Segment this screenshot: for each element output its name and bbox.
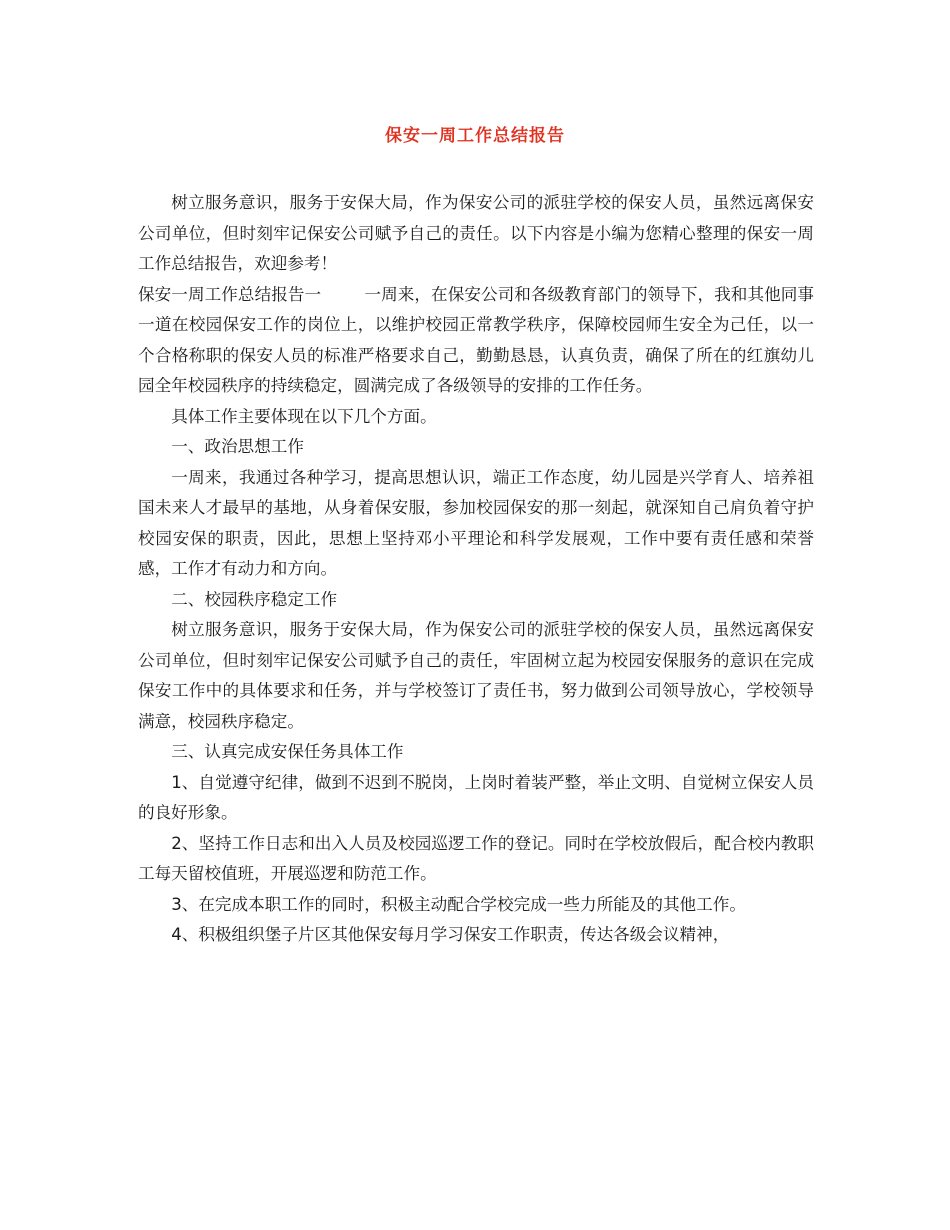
list-item-4: 4、积极组织堡子片区其他保安每月学习保安工作职责，传达各级会议精神， bbox=[171, 925, 730, 944]
paragraph-intro: 树立服务意识，服务于安保大局，作为保安公司的派驻学校的保安人员，虽然远离保安公司单位，但时刻牢记保安公司赋予自己的责任。以下内容是小编为您精心整理的保安一周工作总结报告，欢迎参考！ bbox=[138, 193, 814, 273]
list-item-2: 2、坚持工作日志和出入人员及校园巡逻工作的登记。同时在学校放假后，配合校内教职工每天留校值班，开展巡逻和防范工作。 bbox=[138, 833, 814, 883]
document-title: 保安一周工作总结报告 bbox=[385, 126, 565, 146]
section-heading-security-tasks: 三、认真完成安保任务具体工作 bbox=[171, 742, 404, 761]
section-heading-report-one: 保安一周工作总结报告一 bbox=[138, 284, 322, 304]
paragraph-political: 一周来，我通过各种学习，提高思想认识，端正工作态度，幼儿园是兴学育人、培养祖国未来人才最早的基地，从身着保安服，参加校园保安的那一刻起，就深知自己肩负着守护校园安保的职责，因此，思想上坚持邓小平理论和科学发展观，工作中要有责任感和荣誉感，工作才有动力和方向。 bbox=[138, 467, 814, 578]
paragraph-report-one bbox=[138, 280, 814, 402]
section-heading-campus-order: 二、校园秩序稳定工作 bbox=[171, 589, 338, 609]
document-body bbox=[138, 188, 814, 951]
list-item-1: 1、自觉遵守纪律，做到不迟到不脱岗，上岗时着装严整，举止文明、自觉树立保安人员的良好形象。 bbox=[138, 772, 814, 822]
section-heading-political: 一、政治思想工作 bbox=[171, 437, 304, 456]
paragraph-aspects: 具体工作主要体现在以下几个方面。 bbox=[171, 406, 437, 426]
list-item-3: 3、在完成本职工作的同时，积极主动配合学校完成一些力所能及的其他工作。 bbox=[171, 894, 746, 914]
paragraph-campus-order: 树立服务意识，服务于安保大局，作为保安公司的派驻学校的保安人员，虽然远离保安公司单位，但时刻牢记保安公司赋予自己的责任，牢固树立起为校园安保服务的意识在完成保安工作中的具体要求和任务，并与学校签订了责任书，努力做到公司领导放心，学校领导满意，校园秩序稳定。 bbox=[138, 620, 814, 731]
paragraph-report-one-text: 一周来，在保安公司和各级教育部门的领导下，我和其他同事一道在校园保安工作的岗位上，以维护校园正常教学秩序，保障校园师生安全为己任，以一个合格称职的保安人员的标准严格要求自己，勤勤恳恳，认真负责，确保了所在的红旗幼儿园全年校园秩序的持续稳定，圆满完成了各级领导的安排的工作任务。 bbox=[138, 284, 815, 395]
